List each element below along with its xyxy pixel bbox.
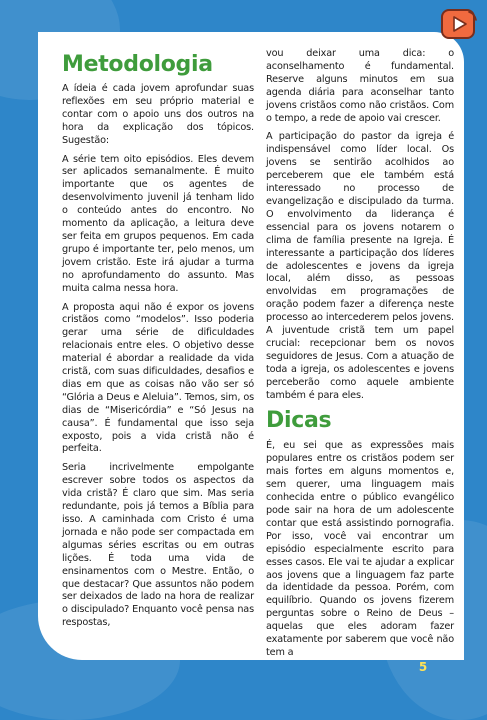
left-column — [62, 52, 254, 636]
paragraph: A série tem oito episódios. Eles devem ser aplicados semanalmente. É muito importante que os agentes de desenvolvimento juvenil já tenham lido o conteúdo antes do encontro. No momento da aplicação, a leitura deve ser feita em grupos pequenos. Em cada grupo é importante ter, pelo menos, um jovem cristão. Este irá ajudar a turma no aprofundamento do assunto. Mas muita calma nessa hora. — [62, 153, 254, 294]
heading-dicas: Dicas — [266, 408, 332, 434]
heading-metodologia: Metodologia — [62, 52, 213, 77]
page-number: 5 — [418, 660, 428, 674]
content-page — [38, 32, 464, 660]
paragraph: A participação do pastor da igreja é indispensável como líder local. Os jovens se sentirão acolhidos ao perceberem que ele também está interessado no processo de evangelização e discipulado da turma. O envolvimento da liderança é essencial para os jovens notarem o clima de família presente na Igreja. É interessante a participação dos líderes de adolescentes e jovens da igreja local, além disso, as pessoas envolvidas em programações de oração podem fazer a diferença neste processo ao intercederem pelos jovens. A juventude cristã tem um papel crucial: recepcionar bem os novos seguidores de Jesus. Com a atuação de toda a igreja, os adolescentes e jovens perceberão como aquele ambiente também é para eles. — [266, 131, 454, 401]
paragraph: A proposta aqui não é expor os jovens cristãos como “modelos”. Isso poderia gerar uma série de dificuldades relacionais entre eles. O objetivo desse material é abordar a realidade da vida cristã, com suas dificuldades, desafios e dias em que as coisas não vão ser só “Glória a Deus e Aleluia”. Temos, sim, os dias de “Misericórdia” e “Só Jesus na causa”. É fundamental que isso seja exposto, pois a vida cristã não é perfeita. — [62, 301, 254, 455]
paragraph: vou deixar uma dica: o aconselhamento é fundamental. Reserve alguns minutos em sua agenda diária para aconselhar tanto jovens cristãos como não cristãos. Com o tempo, a rede de apoio vai crescer. — [266, 48, 454, 124]
right-column — [266, 48, 454, 660]
paragraph: A ídeia é cada jovem aprofundar suas reflexões em seu próprio material e contar com o apoio uns dos outros na hora da explicação dos tópicos. Sugestão: — [62, 83, 254, 146]
play-button-icon — [439, 4, 479, 44]
paragraph: Seria incrivelmente empolgante escrever sobre todos os aspectos da vida cristã? É claro que sim. Mas seria redundante, pois já temos a Bíblia para isso. A caminhada com Cristo é uma jornada e não pode ser compactada em algumas séries escritas ou em outras lições. É toda uma vida de ensinamentos com o Mestre. Então, o que destacar? Que assuntos não podem ser deixados de lado na hora de realizar o discipulado? Enquanto você pensa nas respostas, — [62, 462, 254, 629]
paragraph: É, eu sei que as expressões mais populares entre os cristãos podem ser mais fortes em alguns momentos e, sem querer, uma linguagem mais conhecida entre o público evangélico pode sair na hora de um adolescente contar que está assistindo pornografia. Por isso, você vai encontrar um episódio especialmente escrito para esses casos. Ele vai te ajudar a explicar aos jovens que a linguagem faz parte da identidade da pessoa. Porém, com equilíbrio. Quando os jovens fizerem perguntas sobre o Reino de Deus – aquelas que eles adoram fazer exatamente por saberem que você não tem a — [266, 440, 454, 658]
